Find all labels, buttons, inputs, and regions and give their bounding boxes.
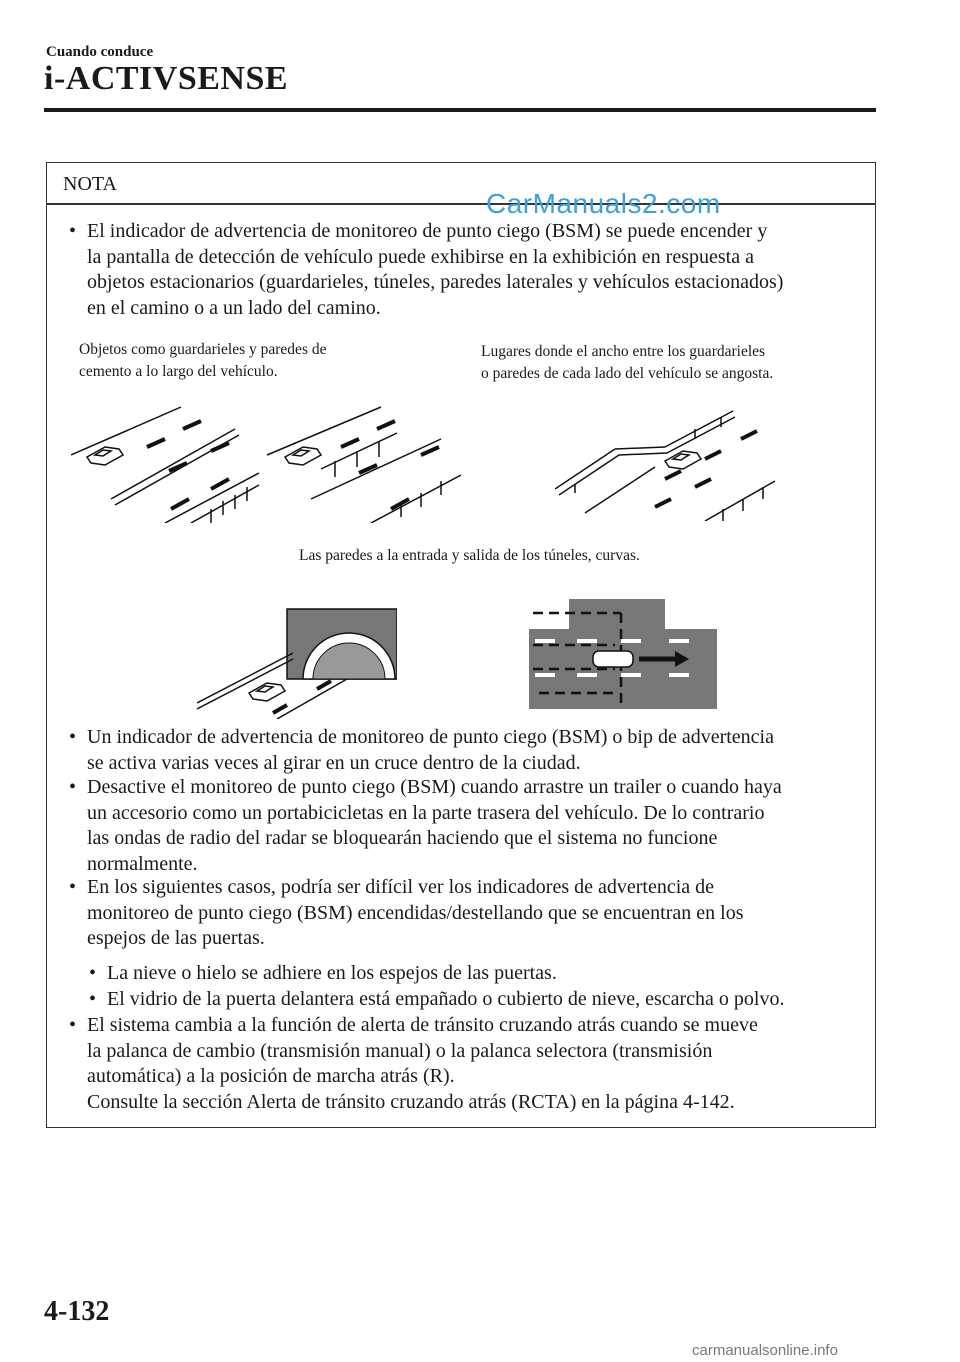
figure-guardrail-roads	[71, 399, 461, 523]
note-box	[46, 162, 876, 1128]
bullet-line: se activa varias veces al girar en un cruce dentro de la ciudad.	[87, 751, 581, 774]
bullet-dot: •	[69, 876, 77, 898]
bullet-dot: •	[69, 220, 77, 242]
sub-bullet-item	[89, 961, 557, 987]
figure-narrowing-guardrails	[555, 403, 775, 521]
bullet-line: automática) a la posición de marcha atrás (R).	[87, 1065, 455, 1088]
bullet-line: Un indicador de advertencia de monitoreo de punto ciego (BSM) o bip de advertencia	[87, 726, 774, 748]
section-title: i-ACTIVSENSE	[44, 60, 289, 97]
section-label: Cuando conduce	[46, 44, 154, 60]
bullet-line: La nieve o hielo se adhiere en los espejos de las puertas.	[107, 962, 557, 984]
bullet-line: en el camino o a un lado del camino.	[87, 296, 381, 319]
sub-bullet-item	[89, 987, 785, 1013]
bullet-line: objetos estacionarios (guardarieles, túneles, paredes laterales y vehículos estacionados)	[87, 271, 784, 294]
bullet-line: la pantalla de detección de vehículo puede exhibirse en la exhibición en respuesta a	[87, 245, 754, 268]
bullet-line: un accesorio como un portabicicletas en la parte trasera del vehículo. De lo contrario	[87, 801, 765, 824]
figure-caption-narrowing	[481, 341, 773, 385]
bullet-item	[69, 219, 784, 321]
figure-caption-guardrails	[79, 339, 326, 383]
figure-tunnel	[197, 607, 397, 719]
note-divider	[47, 203, 875, 205]
caption-line: Objetos como guardarieles y paredes de	[79, 341, 327, 358]
caption-line: Lugares donde el ancho entre los guardarieles	[481, 343, 766, 360]
caption-line: o paredes de cada lado del vehículo se angosta.	[481, 365, 774, 382]
bullet-line: El vidrio de la puerta delantera está empañado o cubierto de nieve, escarcha o polvo.	[107, 988, 785, 1010]
bullet-line: El sistema cambia a la función de alerta de tránsito cruzando atrás cuando se mueve	[87, 1014, 758, 1036]
bullet-dot: •	[89, 988, 97, 1010]
figure-intersection	[529, 599, 719, 711]
bullet-line: monitoreo de punto ciego (BSM) encendidas/destellando que se encuentran en los	[87, 901, 744, 924]
bullet-line: Consulte la sección Alerta de tránsito cruzando atrás (RCTA) en la página 4-142.	[87, 1090, 735, 1113]
bullet-item	[69, 1013, 758, 1115]
bullet-line: normalmente.	[87, 852, 198, 875]
bullet-dot: •	[89, 962, 97, 984]
note-title: NOTA	[63, 173, 117, 195]
bullet-item	[69, 775, 782, 877]
caption-line: cemento a lo largo del vehículo.	[79, 363, 278, 380]
bullet-line: la palanca de cambio (transmisión manual) o la palanca selectora (transmisión	[87, 1039, 713, 1062]
bullet-line: El indicador de advertencia de monitoreo de punto ciego (BSM) se puede encender y	[87, 220, 768, 242]
bullet-line: En los siguientes casos, podría ser difícil ver los indicadores de advertencia de	[87, 876, 715, 898]
page-number: 4-132	[44, 1296, 110, 1327]
bullet-line: espejos de las puertas.	[87, 927, 265, 950]
header-rule	[44, 108, 876, 112]
bullet-dot: •	[69, 1014, 77, 1036]
bullet-line: las ondas de radio del radar se bloquearán haciendo que el sistema no funcione	[87, 827, 718, 850]
watermark-logo: CarManuals2.com	[486, 188, 721, 219]
footer-watermark: carmanualsonline.info	[692, 1342, 838, 1359]
bullet-line: Desactive el monitoreo de punto ciego (BSM) cuando arrastre un trailer o cuando haya	[87, 776, 782, 798]
bullet-item	[69, 875, 744, 952]
bullet-item	[69, 725, 774, 776]
bullet-dot: •	[69, 776, 77, 798]
bullet-dot: •	[69, 726, 77, 748]
figure-caption-tunnels: Las paredes a la entrada y salida de los túneles, curvas.	[299, 547, 640, 564]
